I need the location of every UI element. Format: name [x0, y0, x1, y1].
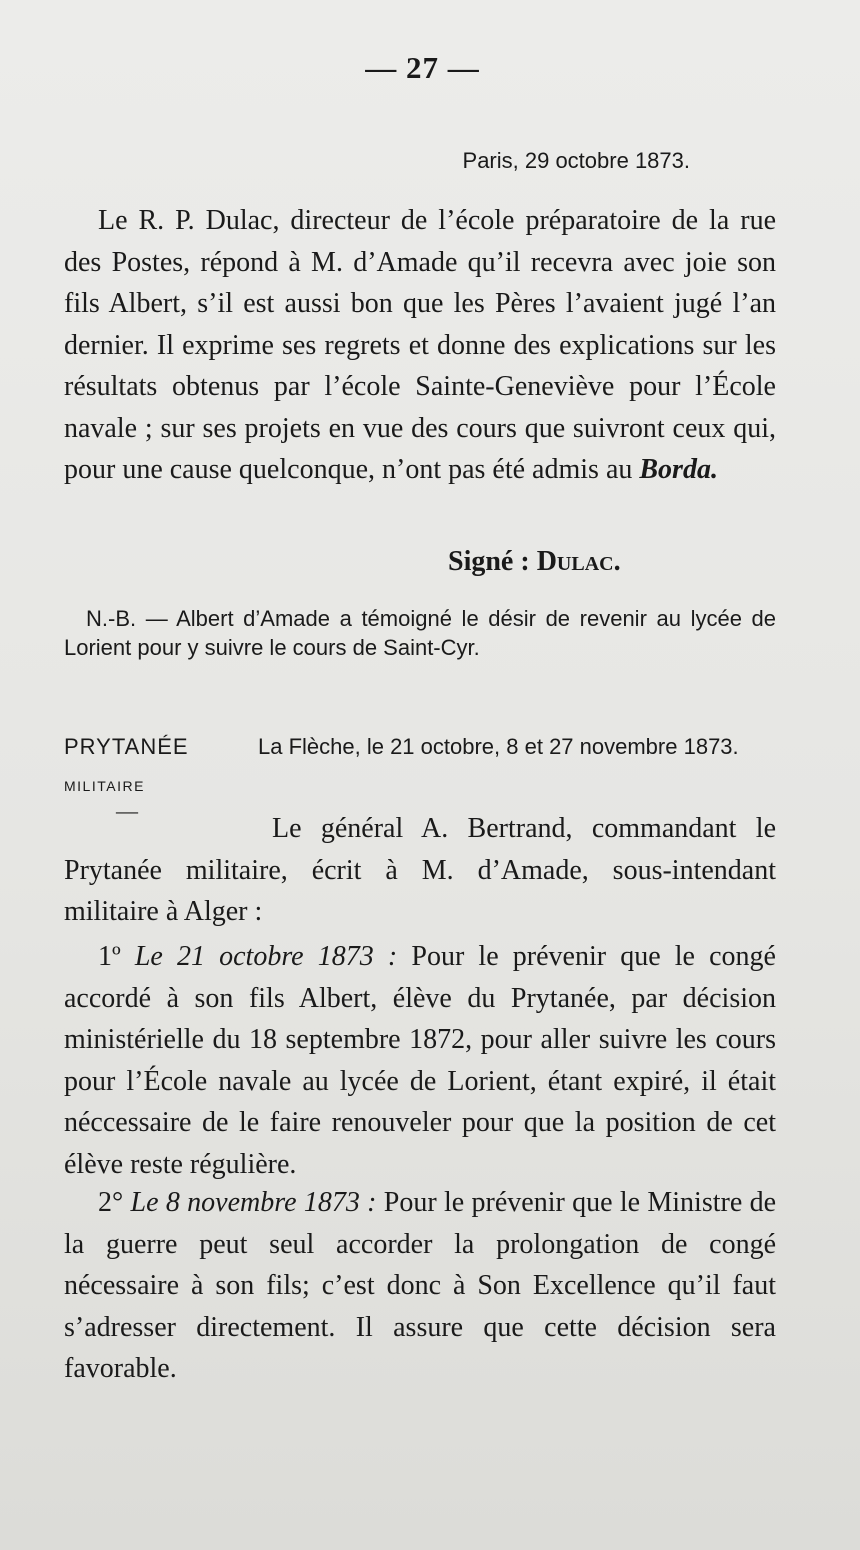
signature-prefix: Signé : — [448, 546, 537, 577]
paragraph-bertrand-intro: Le général A. Bertrand, commandant le Prytanée militaire, écrit à M. d’Amade, sous-intendant militaire à Alger : — [64, 813, 776, 927]
footnote-nb: N.-B. — Albert d’Amade a témoigné le désir de revenir au lycée de Lorient pour y suivre le cours de Saint-Cyr. — [64, 606, 776, 660]
side-heading-prytanee: PRYTANÉE — [64, 734, 189, 759]
paragraph-item-1 — [64, 936, 776, 1185]
ship-name-borda: Borda. — [639, 454, 718, 485]
signature-line — [448, 546, 621, 578]
paragraph-dulac-letter — [64, 200, 776, 491]
side-heading-dash: — — [116, 798, 138, 823]
item-text: Pour le prévenir que le congé accordé à son fils Albert, élève du Prytanée, par décision ministérielle du 18 septembre 1872, pour aller suivre les cours pour l’École navale au lycée de Lorient, étant expiré, il était néccessaire de le faire renouveler pour que la position de cet élève reste régulière. — [64, 941, 776, 1180]
paragraph-item-2 — [64, 1182, 776, 1390]
dateline-paris: Paris, 29 octobre 1873. — [462, 148, 690, 173]
dateline-la-fleche: La Flèche, le 21 octobre, 8 et 27 novembre 1873. — [258, 734, 739, 759]
item-number: 2° — [98, 1187, 131, 1218]
item-date: Le 8 novembre 1873 : — [130, 1187, 377, 1218]
page-number: — 27 — — [365, 50, 480, 85]
item-text: Pour le prévenir que le Ministre de la guerre peut seul accorder la prolongation de congé nécessaire à son fils; c’est donc à Son Excellence qu’il faut s’adresser directement. Il assure que cette décision sera favorable. — [64, 1187, 776, 1384]
paragraph-text: Le R. P. Dulac, directeur de l’école préparatoire de la rue des Postes, répond à M. d’Amade qu’il recevra avec joie son fils Albert, s’il est aussi bon que les Pères l’avaient jugé l’an dernier. Il exprime ses regrets et donne des explications sur les résultats obtenus par l’école Sainte-Geneviève pour l’École navale ; sur ses projets en vue des cours que suivront ceux qui, pour une cause quelconque, n’ont pas été admis au — [64, 205, 776, 485]
item-date: Le 21 octobre 1873 : — [134, 941, 398, 972]
side-heading-militaire: MILITAIRE — [64, 778, 145, 794]
item-number: 1º — [98, 941, 135, 972]
signature-name: Dulac. — [536, 546, 621, 577]
